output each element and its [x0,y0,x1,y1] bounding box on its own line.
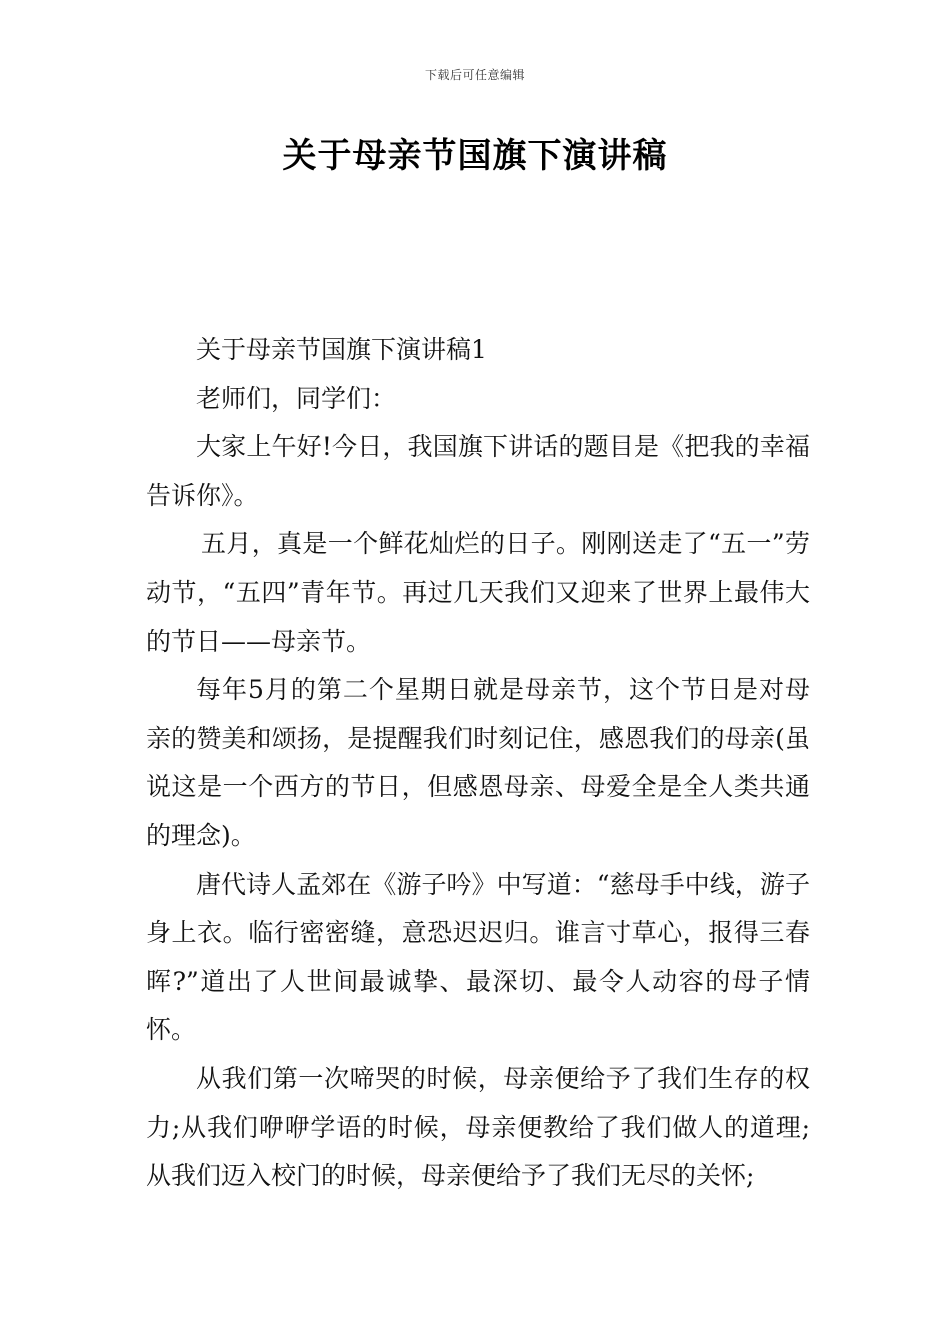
section-heading: 关于母亲节国旗下演讲稿1 [196,335,487,364]
header-note: 下载后可任意编辑 [424,68,525,82]
paragraph: 从我们第一次啼哭的时候，母亲便给予了我们生存的权力;从我们咿咿学语的时候，母亲便教给了我们做人的道理;从我们迈入校门的时候，母亲便给予了我们无尽的关怀; [146,1063,810,1191]
paragraph: 大家上午好!今日，我国旗下讲话的题目是《把我的幸福告诉你》。 [146,432,810,510]
salutation: 老师们，同学们： [196,383,397,413]
paragraph: 唐代诗人孟郊在《游子吟》中写道：“慈母手中线，游子身上衣。临行密密缝，意恐迟迟归。谁言寸草心，报得三春晖?”道出了人世间最诚挚、最深切、最令人动容的母子情怀。 [146,869,810,1045]
paragraph: 五月，真是一个鲜花灿烂的日子。刚刚送走了“五一”劳动节，“五四”青年节。再过几天我们又迎来了世界上最伟大的节日——母亲节。 [146,529,810,656]
paragraph: 每年5月的第二个星期日就是母亲节，这个节日是对母亲的赞美和颂扬，是提醒我们时刻记住，感恩我们的母亲(虽说这是一个西方的节日，但感恩母亲、母爱全是全人类共通的理念)。 [146,675,810,850]
document-title: 关于母亲节国旗下演讲稿 [282,136,668,176]
document-body [146,326,810,1201]
